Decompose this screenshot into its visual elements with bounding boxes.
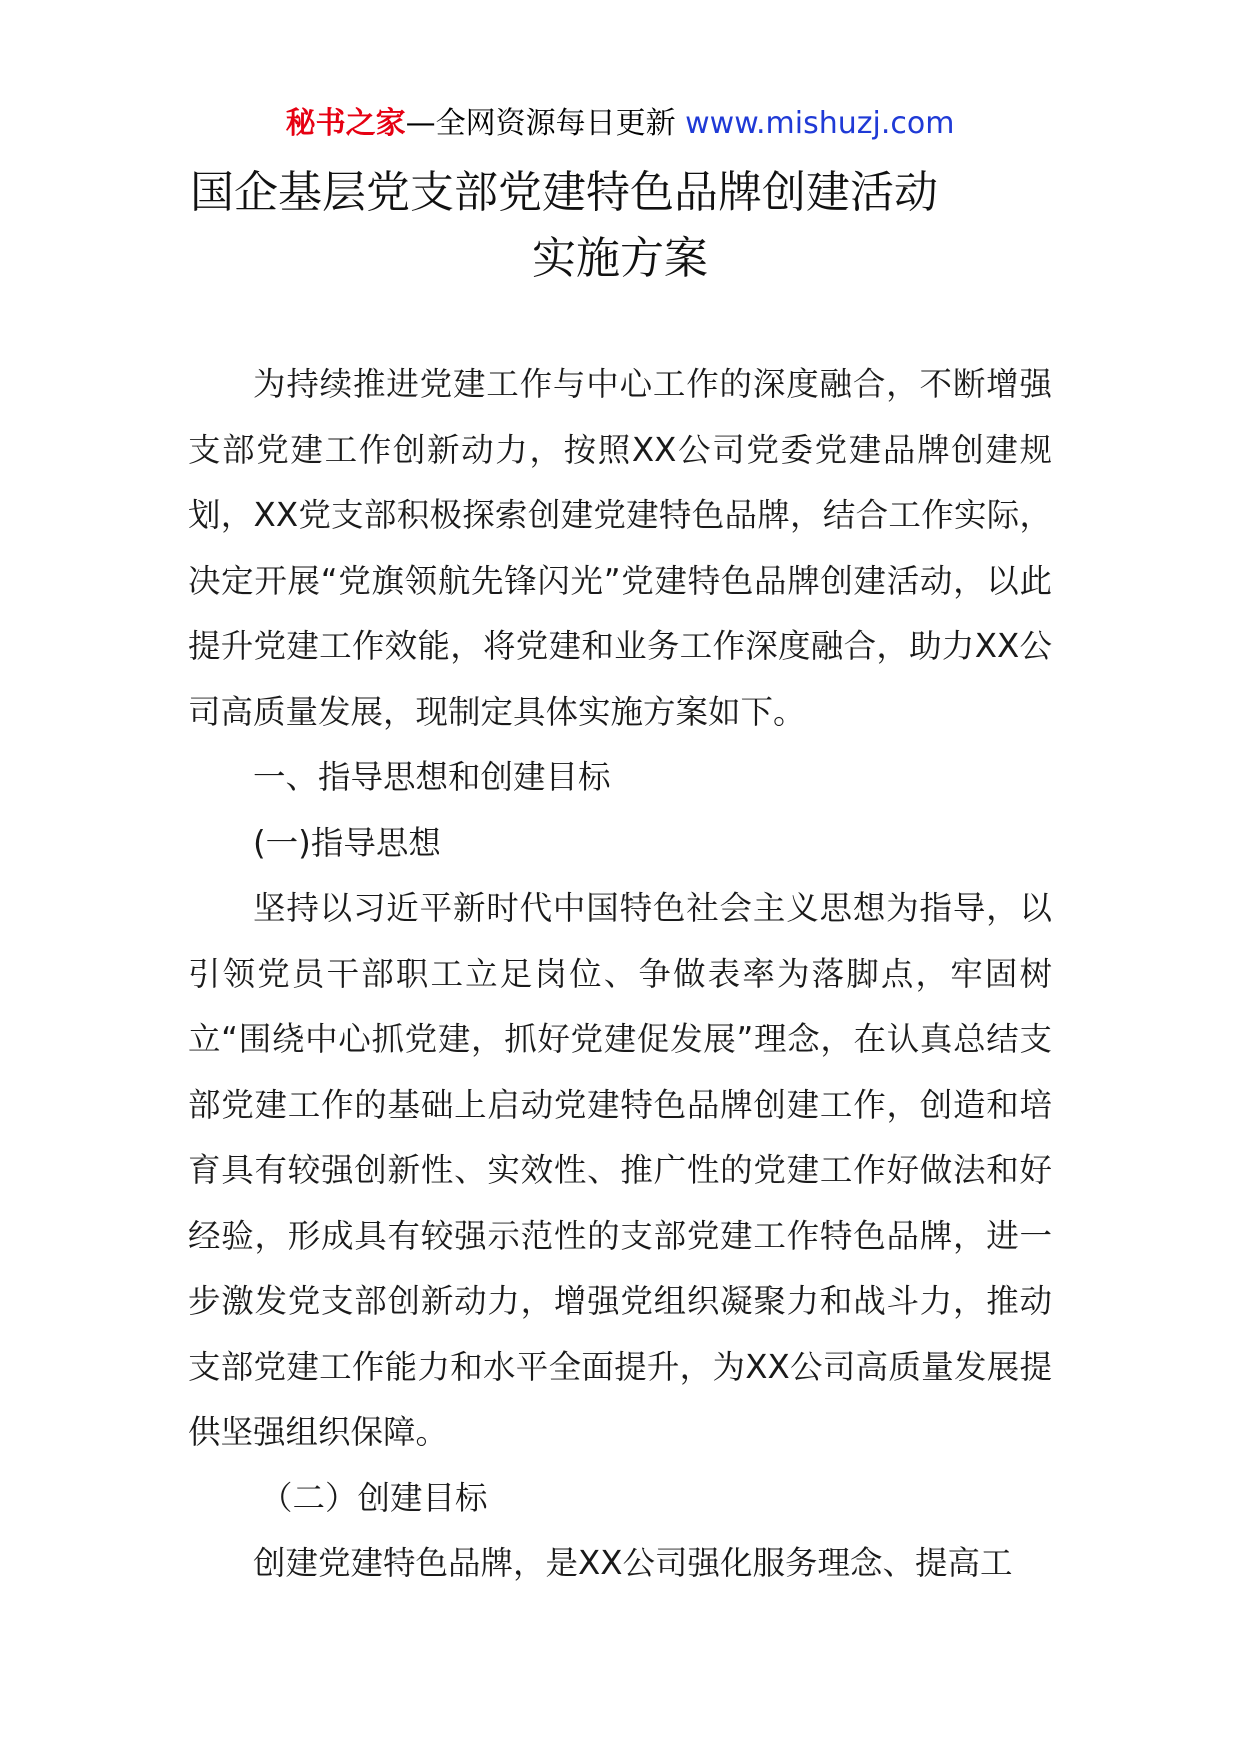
subsection-heading-2: （二）创建目标 [260,1478,488,1517]
site-link[interactable]: www.mishuzj.com [685,106,955,141]
watermark-header [0,100,1240,148]
intro-paragraph: 为持续推进党建工作与中心工作的深度融合，不断增强支部党建工作创新动力，按照XX公司党委党建品牌创建规划，XX党支部积极探索创建党建特色品牌，结合工作实际，决定开展“党旗领航先锋闪光”党建特色品牌创建活动，以此提升党建工作效能，将党建和业务工作深度融合，助力XX公司高质量发展，现制定具体实施方案如下。 [188,365,1052,731]
subsection-paragraph-1: 坚持以习近平新时代中国特色社会主义思想为指导，以引领党员干部职工立足岗位、争做表率为落脚点，牢固树立“围绕中心抓党建，抓好党建促发展”理念，在认真总结支部党建工作的基础上启动党建特色品牌创建工作，创造和培育具有较强创新性、实效性、推广性的党建工作好做法和好经验，形成具有较强示范性的支部党建工作特色品牌，进一步激发党支部创新动力，增强党组织凝聚力和战斗力，推动支部党建工作能力和水平全面提升，为XX公司高质量发展提供坚强组织保障。 [188,889,1052,1451]
section-heading-1: 一、指导思想和创建目标 [253,758,611,796]
header-tagline: —全网资源每日更新 [405,106,676,141]
document-body [188,352,1052,1597]
title-line-2: 实施方案 [532,233,708,284]
subsection-heading-1: (一)指导思想 [253,823,441,862]
subsection-paragraph-2: 创建党建特色品牌，是XX公司强化服务理念、提高工 [253,1544,1013,1582]
brand-name: 秘书之家 [285,106,406,141]
title-line-1: 国企基层党支部党建特色品牌创建活动 [190,167,938,218]
document-title [0,160,1240,292]
